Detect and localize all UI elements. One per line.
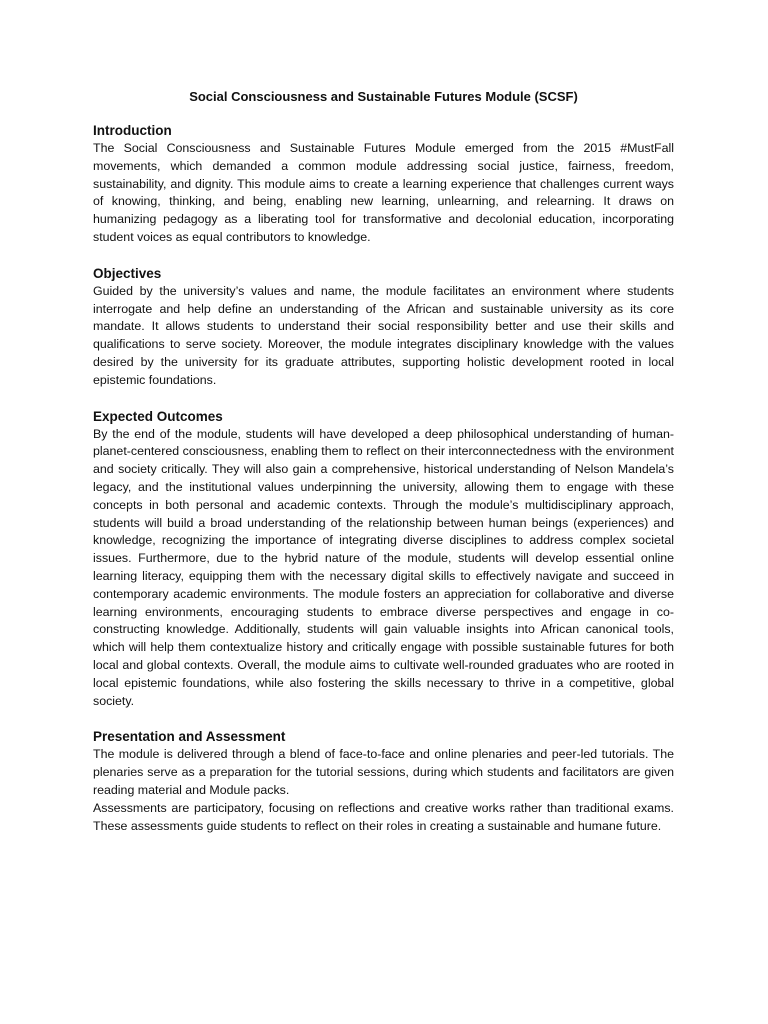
presentation-paragraph: The module is delivered through a blend of face-to-face and online plenaries and peer-led tutorials. The plenaries serve as a preparation for the tutorial sessions, during which students and facilitators are given reading material and Module packs. xyxy=(93,747,674,797)
section-heading-presentation-assessment: Presentation and Assessment xyxy=(93,729,286,745)
expected-outcomes-paragraph: By the end of the module, students will have developed a deep philosophical understanding of human-planet-centered consciousness, enabling them to reflect on their interconnectedness with the environment and society critically. They will also gain a comprehensive, historical understanding of Nelson Mandela’s legacy, and the institutional values underpinning the university, allowing them to engage with these concepts in both personal and academic contexts. Through the module’s multidisciplinary approach, students will build a broad understanding of the relationship between human beings (experiences) and knowledge, recognizing the importance of integrating diverse disciplines to address complex societal issues. Furthermore, due to the hybrid nature of the module, students will develop essential online learning literacy, equipping them with the necessary digital skills to effectively navigate and succeed in contemporary academic environments. The module fosters an appreciation for collaborative and diverse learning environments, encouraging students to embrace diverse perspectives and engage in co-constructing knowledge. Additionally, students will gain valuable insights into African canonical tools, which will help them contextualize history and critically engage with possible sustainable futures for both local and global contexts. Overall, the module aims to cultivate well-rounded graduates who are rooted in local epistemic foundations, while also fostering the skills necessary to thrive in a competitive, global society. xyxy=(93,426,674,708)
objectives-paragraph: Guided by the university’s values and name, the module facilitates an environment where students interrogate and help define an understanding of the African and sustainable university as its core mandate. It allows students to understand their social responsibility better and use their skills and qualifications to serve society. Moreover, the module integrates disciplinary knowledge with the values desired by the university for its graduate attributes, supporting holistic development rooted in local epistemic foundations. xyxy=(93,283,674,387)
section-expected-outcomes xyxy=(93,408,674,711)
section-objectives xyxy=(93,265,674,390)
document-page xyxy=(93,88,674,853)
section-presentation-assessment xyxy=(93,728,674,835)
section-heading-expected-outcomes: Expected Outcomes xyxy=(93,408,223,424)
assessment-paragraph: Assessments are participatory, focusing on reflections and creative works rather than traditional exams. These assessments guide students to reflect on their roles in creating a sustainable and humane future. xyxy=(93,800,674,833)
section-heading-objectives: Objectives xyxy=(93,265,162,281)
introduction-paragraph: The Social Consciousness and Sustainable Futures Module emerged from the 2015 #MustFall movements, which demanded a common module addressing social justice, fairness, freedom, sustainability, and dignity. This module aims to create a learning experience that challenges current ways of knowing, thinking, and being, enabling new learning, unlearning, and relearning. It draws on humanizing pedagogy as a liberating tool for transformative and decolonial education, incorporating student voices as equal contributors to knowledge. xyxy=(93,141,674,244)
section-introduction xyxy=(93,122,674,247)
document-title: Social Consciousness and Sustainable Futures Module (SCSF) xyxy=(189,89,578,104)
section-heading-introduction: Introduction xyxy=(93,123,172,138)
